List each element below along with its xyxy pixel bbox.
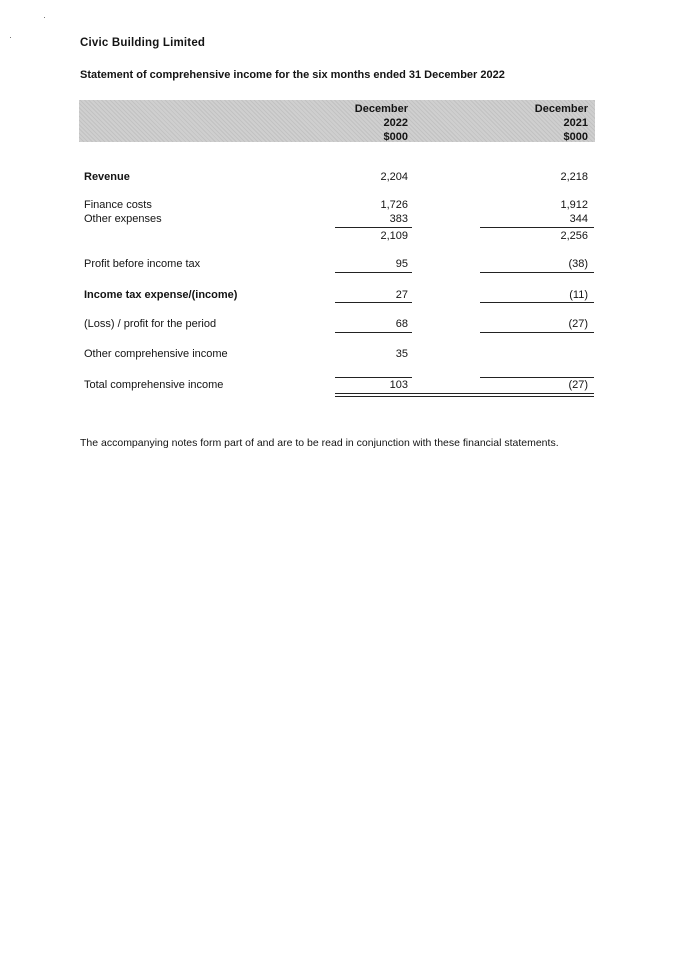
total-rule-2022 — [335, 377, 412, 378]
row-label-total-comprehensive: Total comprehensive income — [84, 379, 224, 391]
grand-total-double-rule — [335, 393, 594, 397]
column-header-year: 2021 — [563, 117, 588, 129]
row-label-profit-before-tax: Profit before income tax — [84, 258, 201, 270]
row-label-finance-costs: Finance costs — [84, 199, 152, 211]
company-name: Civic Building Limited — [80, 37, 206, 49]
row-label-other-comprehensive: Other comprehensive income — [84, 348, 228, 360]
total-rule-2021 — [480, 377, 594, 378]
row-label-revenue: Revenue — [84, 171, 130, 183]
value-2022-profit-for-period: 68 — [395, 318, 408, 330]
subtotal-rule-2022 — [335, 227, 412, 228]
scan-speck — [44, 17, 45, 18]
column-header-month: December — [534, 103, 588, 115]
statement-title: Statement of comprehensive income for the six months ended 31 December 2022 — [80, 69, 505, 81]
column-header-unit: $000 — [383, 131, 408, 143]
value-2022-other-expenses: 383 — [389, 213, 408, 225]
total-rule-2022 — [335, 272, 412, 273]
total-rule-2021 — [480, 332, 594, 333]
row-label-income-tax: Income tax expense/(income) — [84, 289, 238, 301]
total-rule-2021 — [480, 302, 594, 303]
total-rule-2022 — [335, 332, 412, 333]
value-2022-profit-before-tax: 95 — [395, 258, 408, 270]
total-rule-2022 — [335, 302, 412, 303]
value-2022-revenue: 2,204 — [380, 171, 408, 183]
row-label-profit-for-period: (Loss) / profit for the period — [84, 318, 217, 330]
value-2022-total-comprehensive: 103 — [389, 379, 408, 391]
value-2021-profit-before-tax: (38) — [568, 258, 588, 270]
column-header-year: 2022 — [383, 117, 408, 129]
value-2021-profit-for-period: (27) — [568, 318, 588, 330]
column-header-2022 — [300, 102, 408, 144]
value-2021-other-expenses: 344 — [569, 213, 588, 225]
row-label-other-expenses: Other expenses — [84, 213, 162, 225]
value-2022-income-tax: 27 — [395, 289, 408, 301]
value-2021-revenue: 2,218 — [560, 171, 588, 183]
value-2021-expenses-total: 2,256 — [560, 230, 588, 242]
column-header-month: December — [354, 103, 408, 115]
value-2022-expenses-total: 2,109 — [380, 230, 408, 242]
scan-speck — [10, 37, 11, 38]
column-header-unit: $000 — [563, 131, 588, 143]
value-2021-total-comprehensive: (27) — [568, 379, 588, 391]
value-2021-finance-costs: 1,912 — [560, 199, 588, 211]
footnote: The accompanying notes form part of and are to be read in conjunction with these financial statements. — [80, 437, 559, 449]
value-2021-income-tax: (11) — [569, 289, 588, 301]
subtotal-rule-2021 — [480, 227, 594, 228]
value-2022-other-comprehensive: 35 — [395, 348, 408, 360]
total-rule-2021 — [480, 272, 594, 273]
value-2022-finance-costs: 1,726 — [380, 199, 408, 211]
column-header-2021 — [480, 102, 588, 144]
